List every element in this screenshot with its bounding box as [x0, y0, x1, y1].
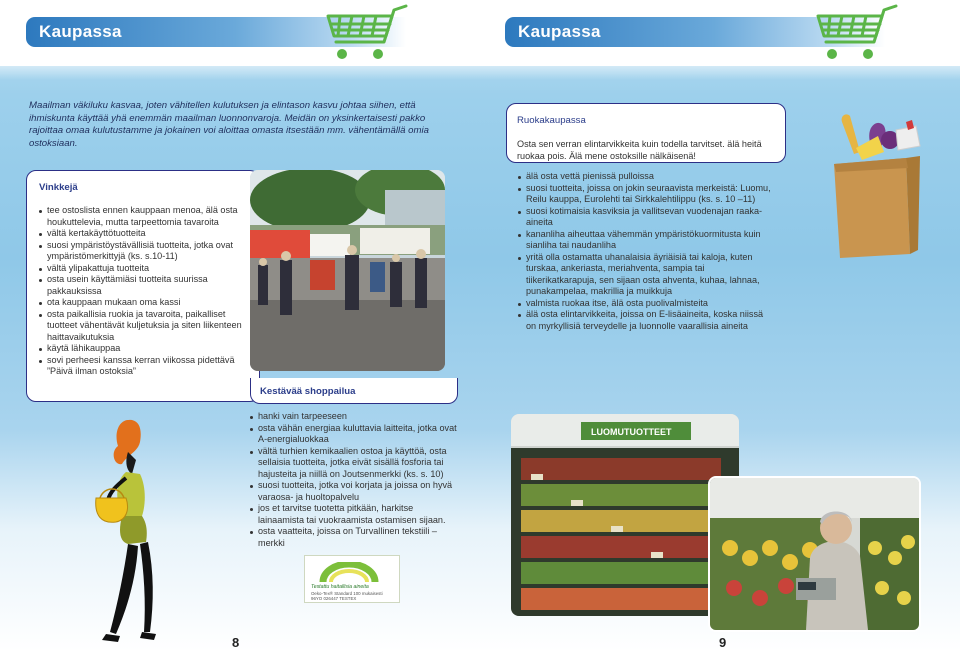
safe-textile-logo — [304, 555, 400, 603]
list-item: kananliha aiheuttaa vähemmän ympäristökuormitusta kuin sianliha tai naudanliha — [518, 229, 773, 252]
list-item: älä osta vettä pienissä pulloissa — [518, 171, 773, 183]
intro-text: Maailman väkiluku kasvaa, joten vähitellen kulutuksen ja elintason kasvu johtaa siihen, että ihmiskunta käyttää yhä enemmän maailman luonnonvaroja. Meidän on yksinkertaisesti pakko rajoittaa omaa kulutustamme ja jokainen voi aloittaa omasta itsestään mm. vähentämällä omia ostoksiaan. — [29, 100, 429, 149]
list-item: sovi perheesi kanssa kerran viikossa pidettävä ”Päivä ilman ostoksia” — [39, 355, 249, 378]
list-item: suosi tuotteita, jotka voi korjata ja joissa on hyvä varaosa- ja huoltopalvelu — [250, 480, 458, 503]
list-item: osta vähän energiaa kuluttavia laitteita, jotka ovat A-energialuokkaa — [250, 423, 458, 446]
shopping-cart-icon — [318, 2, 410, 66]
market-street-photo — [250, 170, 445, 371]
list-item: tee ostoslista ennen kauppaan menoa, älä osta houkuttelevia, mutta tarpeettomia tavaroita — [39, 205, 249, 228]
logo-line-3: 96YO 026447 TESTEX — [311, 596, 357, 601]
logo-line-2: Oeko-Tex® Standard 100 mukaisesti — [311, 591, 383, 596]
list-item: vältä ylipakattuja tuotteita — [39, 263, 249, 275]
durable-shopping-box — [250, 378, 458, 404]
list-item: hanki vain tarpeeseen — [250, 411, 458, 423]
safe-textile-arc-icon — [319, 562, 379, 584]
list-item: vältä turhien kemikaalien ostoa ja käyttöä, osta sellaisia tuotteita, jotka eivät sisällä fosforia tai hajusteita ja niillä on Joutsenmerkki (ks. s. 10) — [250, 446, 458, 481]
tips-title: Vinkkejä — [39, 182, 78, 193]
list-item: osta vaatteita, joissa on Turvallinen tekstiili –merkki — [250, 526, 458, 549]
grocery-tips-list — [518, 171, 773, 332]
durable-shopping-list — [250, 411, 458, 549]
durable-shopping-title: Kestävää shoppailua — [260, 386, 356, 397]
logo-line-1: Testattu haitallisia aineita — [311, 584, 369, 590]
organic-section-photo — [511, 414, 739, 616]
list-item: suosi tuotteita, joissa on jokin seuraavista merkeistä: Luomu, Reilu kauppa, Eurolehti tai Sirkkalehtilippu (ks. s. 10 –11) — [518, 183, 773, 206]
list-item: valmista ruokaa itse, älä osta puolivalmisteita — [518, 298, 773, 310]
list-item: osta usein käyttämiäsi tuotteita suurissa pakkauksissa — [39, 274, 249, 297]
grocery-bag-icon — [826, 112, 926, 260]
list-item: vältä kertakäyttötuotteita — [39, 228, 249, 240]
page-right — [480, 0, 960, 651]
organic-sign-text: LUOMUTUOTTEET — [591, 427, 672, 437]
page-number: 9 — [719, 635, 727, 650]
grocery-box — [506, 103, 786, 163]
shopping-cart-icon — [808, 2, 900, 66]
grocery-body: Osta sen verran elintarvikkeita kuin todella tarvitset. älä heitä ruokaa pois. Älä mene ostoksille nälkäisenä! — [517, 139, 762, 161]
list-item: suosi kotimaisia kasviksia ja vallitsevan vuodenajan raaka-aineita — [518, 206, 773, 229]
tips-box — [26, 170, 260, 402]
list-item: suosi ympäristöystävällisiä tuotteita, jotka ovat ympäristömerkittyjä (ks. s.10-11) — [39, 240, 249, 263]
customer-weighing-photo — [708, 476, 921, 632]
list-item: yritä olla ostamatta uhanalaisia äyriäisiä tai kaloja, kuten turskaa, ankeriasta, meriahventa, sampia tai tiikerikatkarapuja, sen sijaan osta ahventa, kuhaa, lahnaa, punakampelaa, makrillia ja muikkuja — [518, 252, 773, 298]
woman-shopping-illustration — [92, 412, 182, 644]
tips-list — [39, 205, 249, 378]
page-title: Kaupassa — [505, 17, 885, 47]
page-number: 8 — [232, 635, 240, 650]
list-item: ota kauppaan mukaan oma kassi — [39, 297, 249, 309]
list-item: älä osta elintarvikkeita, joissa on E-lisäaineita, koska niissä on myrkyllisiä terveydelle ja luonnolle vaarallisia aineita — [518, 309, 773, 332]
list-item: käytä lähikauppaa — [39, 343, 249, 355]
list-item: osta paikallisia ruokia ja tavaroita, paikalliset tuotteet vähentävät kuljetuksia ja siten liikenteen haittavaikutuksia — [39, 309, 249, 344]
page-title: Kaupassa — [26, 17, 406, 47]
grocery-title: Ruokakaupassa — [517, 115, 586, 126]
list-item: jos et tarvitse tuotetta pitkään, harkitse lainaamista tai vuokraamista ostamisen sijaan. — [250, 503, 458, 526]
